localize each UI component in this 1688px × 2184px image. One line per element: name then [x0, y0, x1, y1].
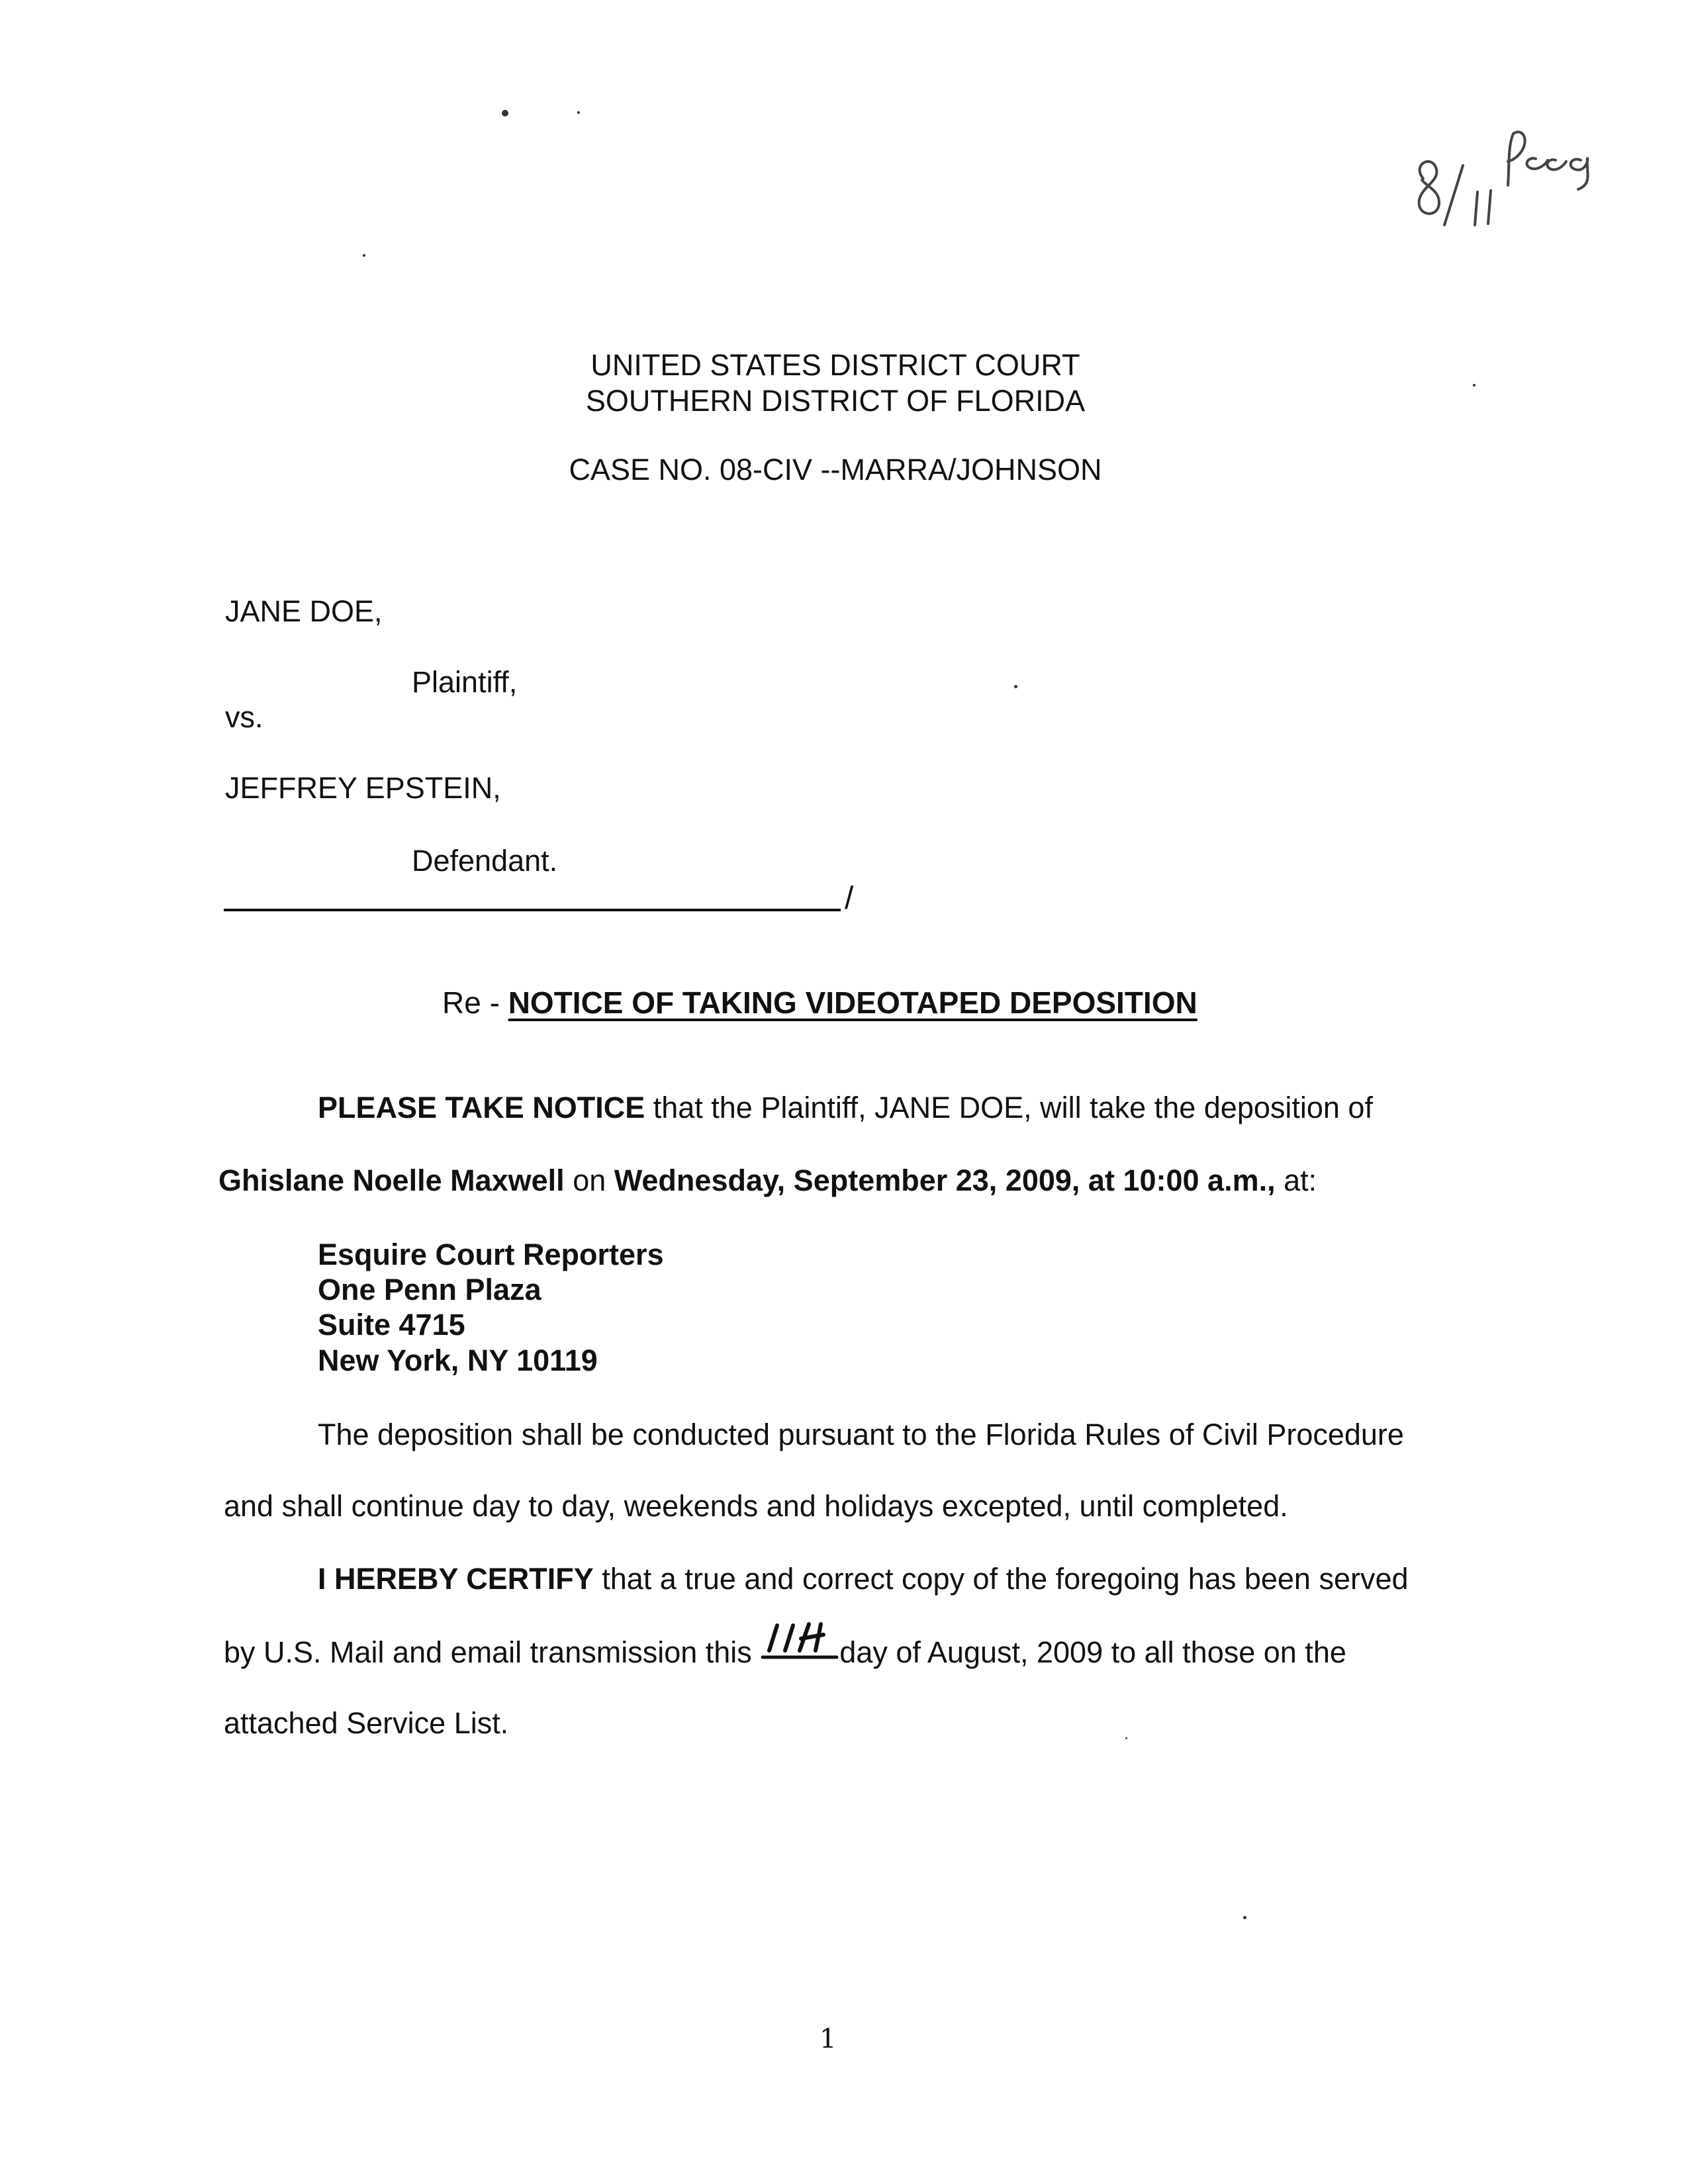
certify-text: that a true and correct copy of the foregoing has been served	[593, 1562, 1409, 1596]
scan-speck	[363, 254, 365, 257]
notice-text: that the Plaintiff, JANE DOE, will take the deposition of	[645, 1091, 1373, 1124]
court-district: SOUTHERN DISTRICT OF FLORIDA	[585, 384, 1086, 418]
address-line-4: New York, NY 10119	[318, 1343, 598, 1377]
conduct-line-1: The deposition shall be conducted pursuant to the Florida Rules of Civil Procedure	[318, 1418, 1404, 1451]
scan-speck	[1125, 1737, 1127, 1739]
case-number: CASE NO. 08-CIV --MARRA/JOHNSON	[569, 453, 1102, 486]
notice-lead: PLEASE TAKE NOTICE	[318, 1091, 645, 1124]
certify-pre: by U.S. Mail and email transmission this	[224, 1635, 761, 1669]
deponent-name: Ghislane Noelle Maxwell	[218, 1163, 565, 1197]
certify-line-3: attached Service List.	[224, 1706, 509, 1740]
scan-speck	[1014, 685, 1017, 688]
address-line-2: One Penn Plaza	[318, 1273, 541, 1306]
plaintiff-role: Plaintiff,	[412, 665, 518, 699]
scan-speck	[1243, 1916, 1246, 1919]
scan-speck	[1473, 384, 1476, 387]
court-name: UNITED STATES DISTRICT COURT	[590, 348, 1080, 382]
caption-divider	[224, 909, 841, 911]
conduct-line-2: and shall continue day to day, weekends and holidays excepted, until completed.	[224, 1489, 1288, 1523]
title-main: NOTICE OF TAKING VIDEOTAPED DEPOSITION	[508, 985, 1197, 1020]
notice-line-2	[218, 1163, 1317, 1198]
certify-line-2	[224, 1633, 1346, 1670]
plaintiff-name: JANE DOE,	[225, 594, 383, 628]
versus-label: vs.	[225, 700, 263, 734]
caption-slash: /	[845, 881, 854, 916]
deposition-date: Wednesday, September 23, 2009, at 10:00 a.m.,	[614, 1163, 1276, 1197]
certify-lead: I HEREBY CERTIFY	[318, 1562, 594, 1596]
handwritten-filing-note	[1403, 119, 1642, 245]
notice-at: at:	[1275, 1163, 1317, 1197]
certify-line-1	[318, 1562, 1409, 1596]
scan-speck	[502, 110, 508, 116]
notice-line-1	[318, 1091, 1373, 1125]
document-title	[442, 985, 1197, 1021]
defendant-role: Defendant.	[412, 844, 558, 878]
address-line-3: Suite 4715	[318, 1308, 465, 1342]
handwritten-day	[760, 1633, 839, 1662]
certify-post: day of August, 2009 to all those on the	[839, 1635, 1346, 1669]
defendant-name: JEFFREY EPSTEIN,	[225, 771, 501, 805]
title-prefix: Re -	[442, 985, 508, 1020]
scan-speck	[577, 111, 580, 114]
notice-on: on	[564, 1163, 614, 1197]
address-line-1: Esquire Court Reporters	[318, 1238, 664, 1271]
page-number: 1	[820, 2024, 837, 2054]
